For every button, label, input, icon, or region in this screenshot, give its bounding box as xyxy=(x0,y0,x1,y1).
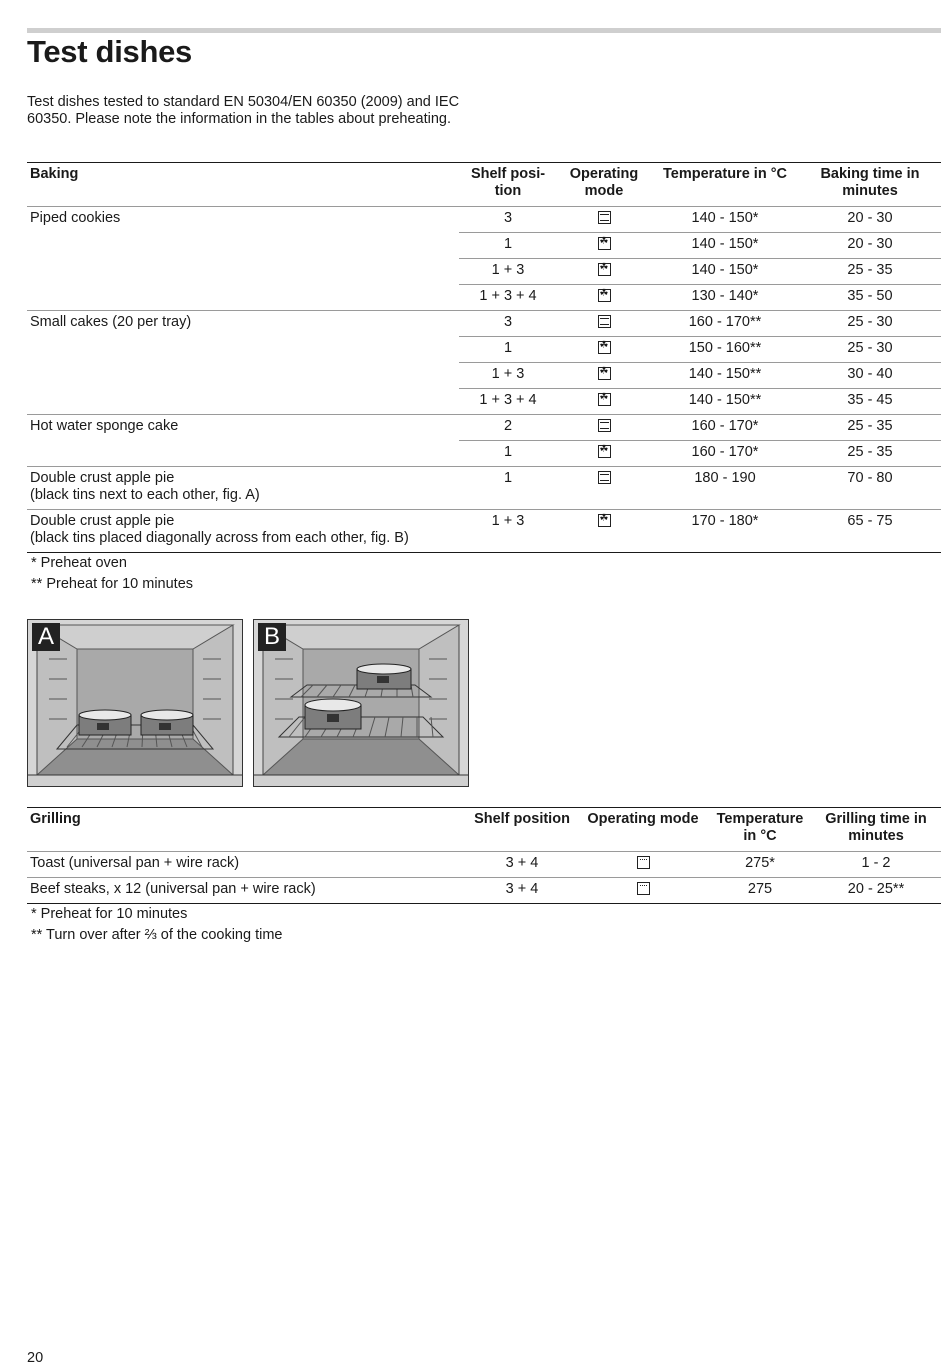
hot-air-icon xyxy=(598,367,611,380)
dish-cell xyxy=(27,510,459,553)
cake-tin-lower xyxy=(305,699,361,729)
temperature-cell: 140 - 150* xyxy=(651,233,799,259)
grilling-footnotes xyxy=(31,904,282,946)
shelf-position-cell: 3 xyxy=(503,210,513,226)
grilling-table xyxy=(27,807,941,904)
cake-tin-right xyxy=(141,710,193,735)
temperature-cell: 140 - 150* xyxy=(691,210,759,226)
cake-tin-upper xyxy=(357,664,411,689)
temperature-cell: 150 - 160** xyxy=(651,337,799,363)
intro-text: Test dishes tested to standard EN 50304/EN 60350 (2009) and IEC 60350. Please note the information in the tables about preheating. xyxy=(27,94,460,127)
page-title: Test dishes xyxy=(27,34,192,69)
temperature-cell: 140 - 150** xyxy=(651,389,799,415)
operating-mode-cell xyxy=(557,311,651,337)
operating-mode-cell xyxy=(557,441,651,467)
temperature-cell: 170 - 180* xyxy=(651,510,799,553)
baking-table-body xyxy=(27,207,941,553)
dish-note: (black tins next to each other, fig. A) xyxy=(30,487,260,503)
dish-note: (black tins placed diagonally across from each other, fig. B) xyxy=(30,530,409,546)
hot-air-icon xyxy=(598,263,611,276)
shelf-position-cell: 1 + 3 + 4 xyxy=(459,285,557,311)
hot-air-icon xyxy=(598,237,611,250)
top-bottom-heating-icon xyxy=(598,315,611,328)
baking-time-cell: 35 - 50 xyxy=(799,285,941,311)
grilling-header-dish: Grilling xyxy=(30,811,81,827)
grilling-time-cell: 20 - 25** xyxy=(811,878,941,904)
dish-cell xyxy=(27,207,459,311)
baking-header-time: Baking time in minutes xyxy=(820,166,920,199)
baking-footnotes xyxy=(31,553,193,595)
operating-mode-cell xyxy=(557,285,651,311)
baking-table xyxy=(27,162,941,553)
baking-time-cell: 70 - 80 xyxy=(799,467,941,510)
dish-name: Double crust apple pie xyxy=(30,513,175,529)
operating-mode-cell xyxy=(557,207,651,233)
hot-air-icon xyxy=(598,445,611,458)
shelf-position-cell: 1 + 3 xyxy=(459,259,557,285)
operating-mode-cell xyxy=(557,259,651,285)
grilling-footnote: * Preheat for 10 minutes xyxy=(31,906,188,922)
hot-air-icon xyxy=(598,289,611,302)
temperature-cell: 160 - 170** xyxy=(651,311,799,337)
hot-air-icon xyxy=(598,341,611,354)
shelf-position-cell: 3 xyxy=(459,311,557,337)
hot-air-icon xyxy=(598,393,611,406)
operating-mode-cell xyxy=(557,467,651,510)
figure-b xyxy=(253,619,469,787)
baking-time-cell: 20 - 30 xyxy=(799,233,941,259)
baking-footnote: * Preheat oven xyxy=(31,555,127,571)
baking-time-cell: 25 - 35 xyxy=(799,441,941,467)
grilling-header-time: Grilling time in minutes xyxy=(825,811,927,844)
grilling-row xyxy=(27,878,941,904)
operating-mode-cell xyxy=(557,510,651,553)
shelf-position-cell: 3 + 4 xyxy=(505,855,539,871)
dish-name: Double crust apple pie xyxy=(30,470,175,486)
dish-name: Hot water sponge cake xyxy=(30,418,179,434)
dish-cell: Beef steaks, x 12 (universal pan + wire rack) xyxy=(27,878,467,904)
baking-time-cell: 35 - 45 xyxy=(799,389,941,415)
page-number: 20 xyxy=(27,1350,44,1366)
temperature-cell: 140 - 150* xyxy=(651,259,799,285)
baking-header-temp: Temperature in °C xyxy=(663,166,787,182)
top-bottom-heating-icon xyxy=(598,211,611,224)
dish-name: Small cakes (20 per tray) xyxy=(30,314,192,330)
baking-row xyxy=(27,510,941,553)
temperature-cell: 130 - 140* xyxy=(651,285,799,311)
grilling-header-shelf: Shelf position xyxy=(474,811,570,827)
shelf-position-cell: 3 + 4 xyxy=(467,878,577,904)
dish-cell xyxy=(27,415,459,467)
hot-air-icon xyxy=(598,514,611,527)
temperature-cell: 275* xyxy=(745,855,775,871)
baking-header-shelf: Shelf posi- tion xyxy=(470,166,546,199)
baking-row xyxy=(27,467,941,510)
shelf-position-cell: 2 xyxy=(459,415,557,441)
temperature-cell: 180 - 190 xyxy=(651,467,799,510)
temperature-cell: 140 - 150** xyxy=(651,363,799,389)
grilling-table-body xyxy=(27,852,941,904)
shelf-position-cell: 1 xyxy=(459,467,557,510)
baking-header-dish: Baking xyxy=(30,166,79,182)
baking-row xyxy=(27,311,941,337)
operating-mode-cell xyxy=(577,878,709,904)
grilling-header-row xyxy=(27,808,941,852)
grilling-time-cell: 1 - 2 xyxy=(861,855,891,871)
full-surface-grill-icon xyxy=(637,882,650,895)
full-surface-grill-icon xyxy=(637,856,650,869)
operating-mode-cell xyxy=(577,852,709,878)
baking-time-cell: 25 - 30 xyxy=(799,311,941,337)
baking-header-row xyxy=(27,163,941,207)
temperature-cell: 160 - 170* xyxy=(651,441,799,467)
grilling-footnote: ** Turn over after ⅔ of the cooking time xyxy=(31,927,283,943)
temperature-cell: 160 - 170* xyxy=(651,415,799,441)
baking-time-cell: 25 - 35 xyxy=(799,259,941,285)
baking-time-cell: 20 - 30 xyxy=(847,210,893,226)
cake-tin-left xyxy=(79,710,131,735)
dish-cell xyxy=(27,467,459,510)
baking-row xyxy=(27,415,941,441)
baking-time-cell: 25 - 35 xyxy=(799,415,941,441)
grilling-header-mode: Operating mode xyxy=(587,811,699,827)
operating-mode-cell xyxy=(557,233,651,259)
baking-footnote: ** Preheat for 10 minutes xyxy=(31,576,194,592)
operating-mode-cell xyxy=(557,337,651,363)
baking-time-cell: 65 - 75 xyxy=(799,510,941,553)
header-rule xyxy=(27,28,941,33)
shelf-position-cell: 1 xyxy=(459,441,557,467)
shelf-position-cell: 1 xyxy=(459,337,557,363)
dish-cell: Toast (universal pan + wire rack) xyxy=(30,855,240,871)
shelf-position-cell: 1 + 3 xyxy=(459,510,557,553)
operating-mode-cell xyxy=(557,363,651,389)
figure-label-a: A xyxy=(32,623,60,651)
shelf-position-cell: 1 xyxy=(459,233,557,259)
dish-cell xyxy=(27,311,459,415)
dish-name: Piped cookies xyxy=(30,210,121,226)
temperature-cell: 275 xyxy=(709,878,811,904)
operating-mode-cell xyxy=(557,389,651,415)
figure-label-b: B xyxy=(258,623,286,651)
baking-time-cell: 25 - 30 xyxy=(799,337,941,363)
grilling-header-temp: Temperature in °C xyxy=(716,811,804,844)
operating-mode-cell xyxy=(557,415,651,441)
top-bottom-heating-icon xyxy=(598,471,611,484)
top-bottom-heating-icon xyxy=(598,419,611,432)
baking-time-cell: 30 - 40 xyxy=(799,363,941,389)
shelf-position-cell: 1 + 3 xyxy=(459,363,557,389)
grilling-row xyxy=(27,852,941,878)
baking-header-mode: Operating mode xyxy=(569,166,639,199)
shelf-position-cell: 1 + 3 + 4 xyxy=(459,389,557,415)
baking-row xyxy=(27,207,941,233)
figure-a xyxy=(27,619,243,787)
